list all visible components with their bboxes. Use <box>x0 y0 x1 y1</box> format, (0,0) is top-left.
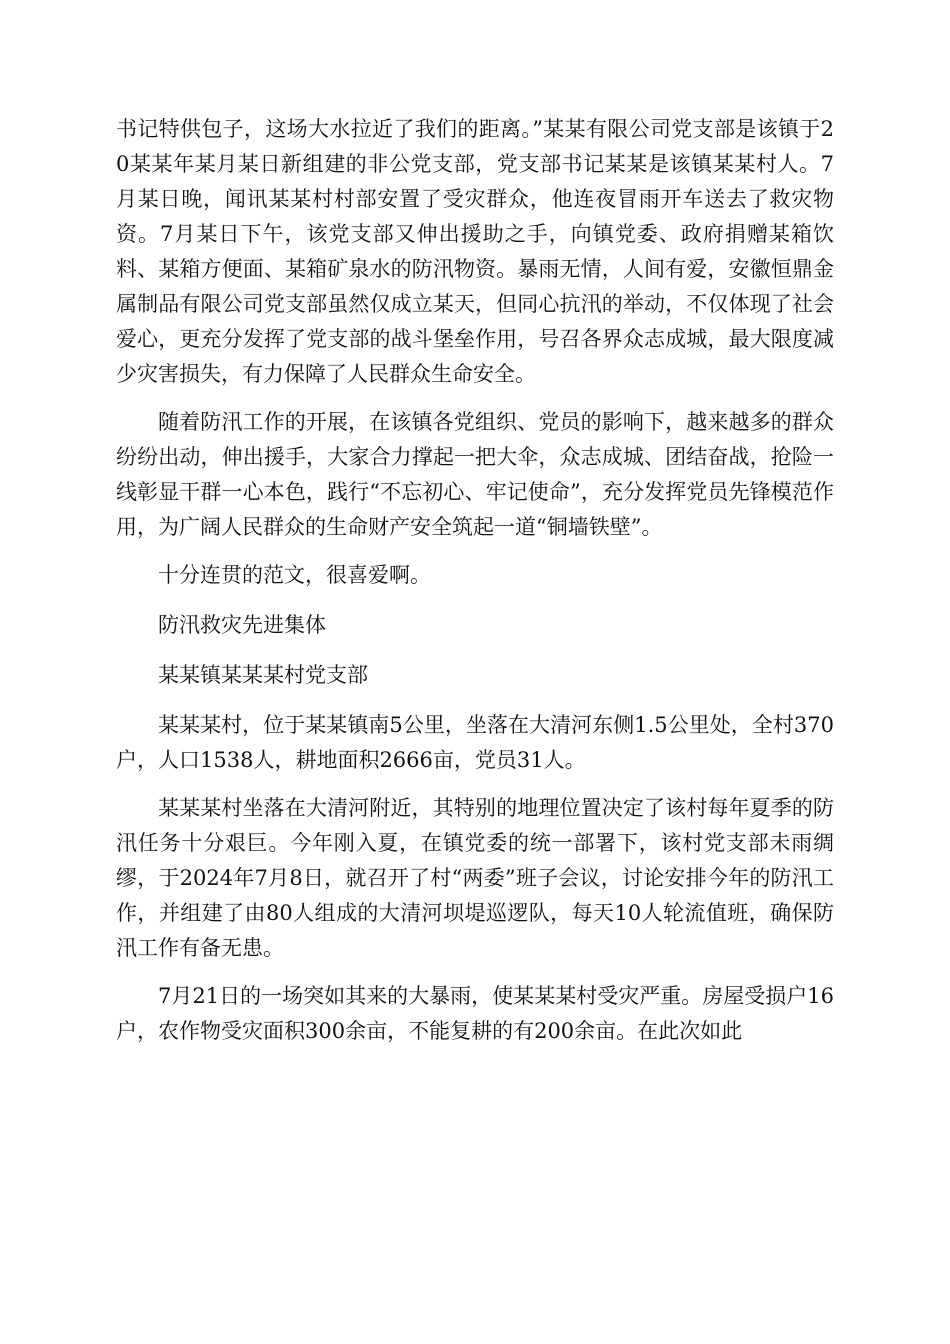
paragraph-flood-control-efforts: 随着防汛工作的开展，在该镇各党组织、党员的影响下，越来越多的群众纷纷出动，伸出援手，大家合力撑起一把大伞，众志成城、团结奋战，抢险一线彰显干群一心本色，践行“不忘初心、牢记使命”，充分发挥党员先锋模范作用，为广阔人民群众的生命财产安全筑起一道“铜墙铁壁”。 <box>116 410 834 539</box>
document-page <box>116 112 834 1062</box>
paragraph-comment: 十分连贯的范文，很喜爱啊。 <box>158 563 431 587</box>
paragraph-party-branch-donation: 书记特供包子，这场大水拉近了我们的距离。”某某有限公司党支部是该镇于20某某年某月某日新组建的非公党支部，党支部书记某某是该镇某某村人。7月某日晚，闻讯某某村村部安置了受灾群众，他连夜冒雨开车送去了救灾物资。7月某日下午，该党支部又伸出援助之手，向镇党委、政府捐赠某箱饮料、某箱方便面、某箱矿泉水的防汛物资。暴雨无情，人间有爱，安徽恒鼎金属制品有限公司党支部虽然仅成立某天，但同心抗汛的举动，不仅体现了社会爱心，更充分发挥了党支部的战斗堡垒作用，号召各界众志成城，最大限度减少灾害损失，有力保障了人民群众生命安全。 <box>116 117 834 386</box>
section-heading: 防汛救灾先进集体 <box>158 613 326 637</box>
paragraph-rainstorm-damage: 7月21日的一场突如其来的大暴雨，使某某某村受灾严重。房屋受损户16户，农作物受灾面积300余亩，不能复耕的有200余亩。在此次如此 <box>116 984 834 1043</box>
paragraph-village-overview: 某某某村，位于某某镇南5公里，坐落在大清河东侧1.5公里处，全村370户，人口1538人，耕地面积2666亩，党员31人。 <box>116 713 834 772</box>
section-subheading: 某某镇某某某村党支部 <box>158 663 368 687</box>
paragraph-village-preparation: 某某某村坐落在大清河附近，其特别的地理位置决定了该村每年夏季的防汛任务十分艰巨。今年刚入夏，在镇党委的统一部署下，该村党支部未雨绸缪，于2024年7月8日，就召开了村“两委”班子会议，讨论安排今年的防汛工作，并组建了由80人组成的大清河坝堤巡逻队，每天10人轮流值班，确保防汛工作有备无患。 <box>116 796 834 960</box>
